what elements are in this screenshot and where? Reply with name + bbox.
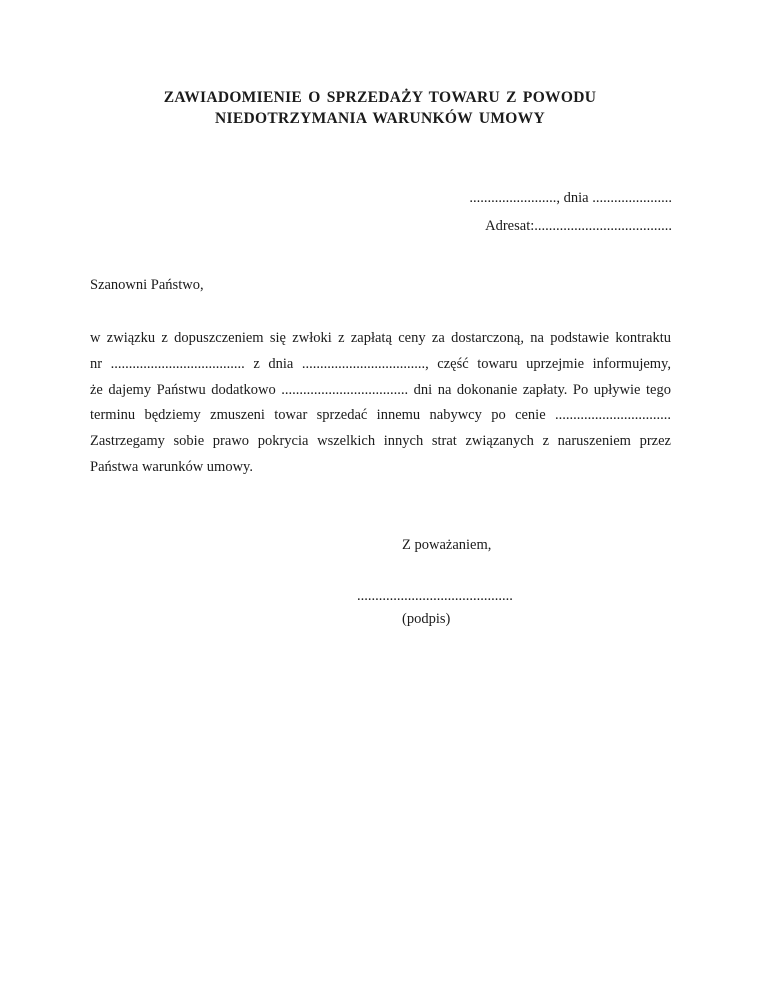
signature-line: ........................................... [357,588,513,604]
body-line: Państwa warunków umowy. [90,458,253,475]
signature-caption: (podpis) [402,611,451,627]
document-title-line-2: NIEDOTRZYMANIA WARUNKÓW UMOWY [215,110,545,127]
document-title-line-1: ZAWIADOMIENIE O SPRZEDAŻY TOWARU Z POWODU [163,89,597,106]
header-block [469,184,672,240]
place-and-date-line: ........................, dnia ...................... [469,190,672,206]
document-title [0,87,760,129]
body-line: w związku z dopuszczeniem się zwłoki z zapłatą ceny za dostarczoną, na podstawie kontraktu [90,330,671,346]
body-line: Zastrzegamy sobie prawo pokrycia wszelkich innych strat związanych z naruszeniem przez [90,433,671,450]
addressee-line: Adresat:...................................... [485,218,672,234]
body-line: nr ..................................... z dnia .................................., część towaru uprzejmie informujemy, [90,355,671,372]
body-paragraph [90,326,671,481]
closing-phrase: Z poważaniem, [402,537,492,553]
salutation: Szanowni Państwo, [90,277,204,293]
body-line: że dajemy Państwu dodatkowo ................................... dni na dokonanie zapłaty. Po upływie tego [90,381,671,398]
body-line: terminu będziemy zmuszeni towar sprzedać innemu nabywcy po cenie ................................ [90,407,671,424]
